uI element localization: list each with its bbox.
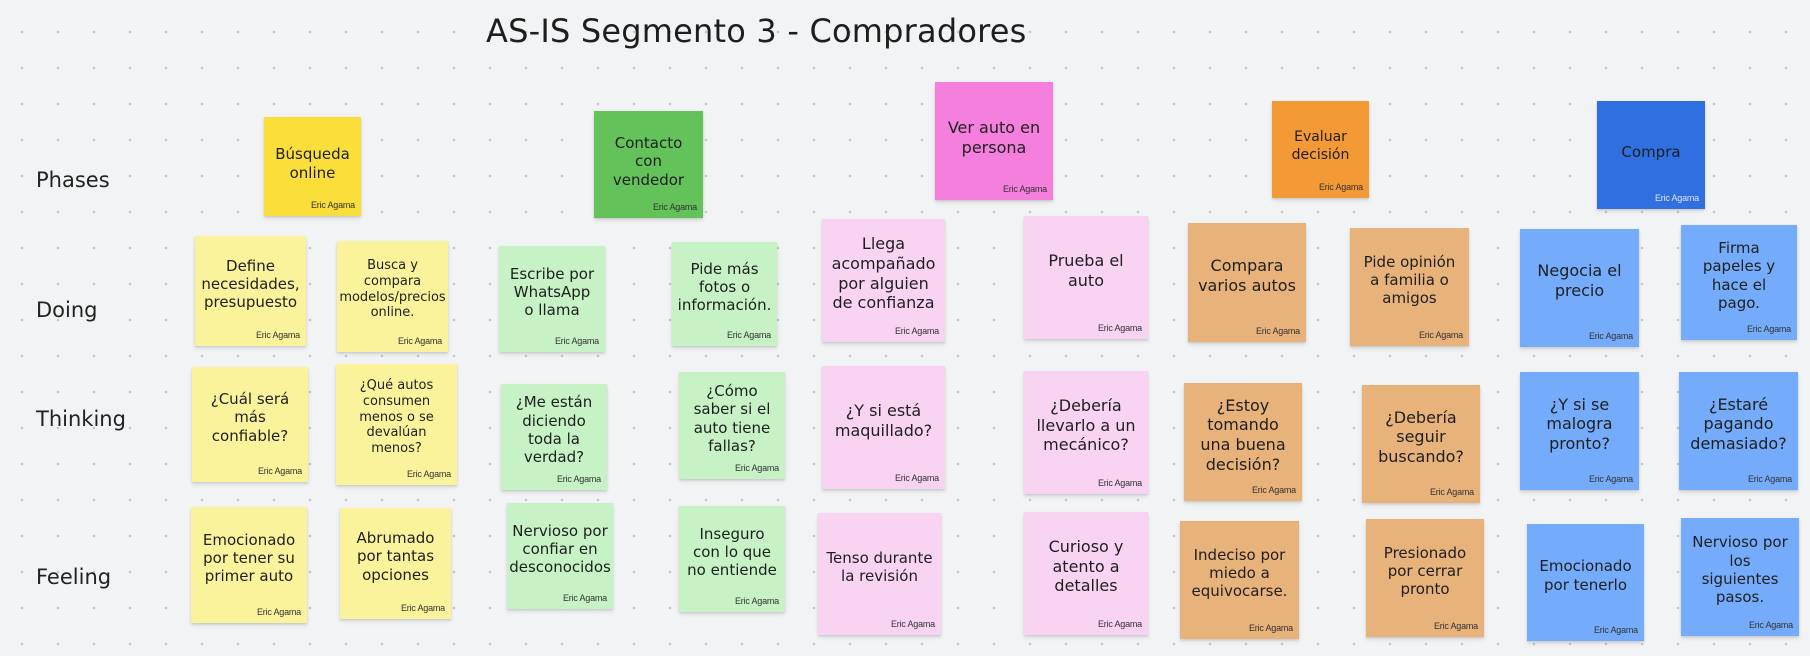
note-author: Eric Agama: [406, 469, 451, 479]
note-author: Eric Agama: [310, 200, 355, 210]
note-text: Escribe por WhatsApp o llama: [509, 264, 595, 320]
note-text: Compara varios autos: [1198, 255, 1296, 295]
sticky-note-thinking-2[interactable]: [336, 364, 457, 485]
note-text: Firma papeles y hace el pago.: [1702, 238, 1776, 312]
sticky-note-feeling-6[interactable]: [1024, 512, 1148, 635]
note-text: Pide más fotos o información.: [677, 259, 772, 315]
note-text: Tenso durante la revisión: [826, 548, 933, 585]
sticky-note-feeling-9[interactable]: [1527, 524, 1644, 641]
note-author: Eric Agama: [1097, 619, 1142, 629]
note-author: Eric Agama: [1251, 485, 1296, 495]
sticky-note-phase-ver-auto[interactable]: [935, 82, 1053, 200]
sticky-note-feeling-3[interactable]: [507, 503, 613, 609]
row-label-doing: Doing: [36, 298, 98, 322]
row-label-phases: Phases: [36, 168, 110, 192]
note-text: ¿Estoy tomando una buena decisión?: [1200, 395, 1286, 474]
note-author: Eric Agama: [894, 326, 939, 336]
note-author: Eric Agama: [1097, 478, 1142, 488]
note-author: Eric Agama: [257, 466, 302, 476]
note-author: Eric Agama: [1746, 324, 1791, 334]
sticky-note-thinking-7[interactable]: [1184, 383, 1302, 501]
sticky-note-thinking-1[interactable]: [192, 367, 308, 482]
sticky-note-thinking-8[interactable]: [1362, 385, 1480, 503]
note-author: Eric Agama: [894, 473, 939, 483]
note-text: Emocionado por tenerlo: [1539, 557, 1632, 594]
note-text: ¿Debería seguir buscando?: [1378, 407, 1464, 466]
note-text: Busca y compara modelos/precios online.: [339, 257, 446, 321]
note-author: Eric Agama: [556, 474, 601, 484]
note-text: Nervioso por los siguientes pasos.: [1692, 533, 1788, 607]
sticky-note-thinking-4[interactable]: [679, 372, 785, 479]
sticky-note-thinking-3[interactable]: [501, 384, 607, 490]
board-title: AS-IS Segmento 3 - Compradores: [486, 12, 1027, 50]
note-text: Prueba el auto: [1048, 250, 1124, 290]
note-text: Presionado por cerrar pronto: [1383, 543, 1467, 599]
note-author: Eric Agama: [1747, 474, 1792, 484]
note-text: Pide opinión a familia o amigos: [1363, 252, 1456, 308]
note-author: Eric Agama: [734, 596, 779, 606]
note-text: ¿Cuál será más confiable?: [210, 390, 290, 445]
sticky-note-phase-busqueda[interactable]: [264, 117, 361, 216]
sticky-note-feeling-1[interactable]: [191, 507, 307, 623]
note-author: Eric Agama: [1588, 474, 1633, 484]
sticky-note-feeling-5[interactable]: [818, 513, 941, 635]
sticky-note-thinking-9[interactable]: [1520, 372, 1639, 490]
note-text: Negocia el precio: [1537, 261, 1622, 300]
note-author: Eric Agama: [1654, 193, 1699, 203]
sticky-note-thinking-6[interactable]: [1024, 371, 1148, 494]
sticky-note-doing-5[interactable]: [822, 219, 945, 342]
note-author: Eric Agama: [562, 593, 607, 603]
sticky-note-phase-contacto[interactable]: [594, 111, 703, 218]
note-text: Contacto con vendedor: [612, 134, 685, 189]
note-author: Eric Agama: [1588, 331, 1633, 341]
note-text: Define necesidades, presupuesto: [201, 256, 300, 312]
note-author: Eric Agama: [1418, 330, 1463, 340]
note-text: Evaluar decisión: [1291, 129, 1350, 163]
note-text: Ver auto en persona: [947, 118, 1041, 157]
sticky-note-doing-2[interactable]: [337, 241, 448, 352]
sticky-note-doing-9[interactable]: [1520, 229, 1639, 347]
note-text: Curioso y atento a detalles: [1048, 537, 1124, 596]
note-author: Eric Agama: [1433, 621, 1478, 631]
note-author: Eric Agama: [1255, 326, 1300, 336]
note-author: Eric Agama: [397, 336, 442, 346]
sticky-note-feeling-8[interactable]: [1366, 519, 1484, 637]
sticky-note-feeling-4[interactable]: [679, 506, 785, 612]
note-text: ¿Cómo saber si el auto tiene fallas?: [693, 381, 771, 455]
note-author: Eric Agama: [1318, 182, 1363, 192]
note-author: Eric Agama: [652, 202, 697, 212]
row-label-thinking: Thinking: [36, 407, 126, 431]
note-text: ¿Me están diciendo toda la verdad?: [515, 393, 593, 467]
sticky-note-doing-1[interactable]: [195, 236, 306, 346]
note-text: ¿Y si se malogra pronto?: [1546, 394, 1613, 453]
note-text: Inseguro con lo que no entiende: [687, 524, 777, 580]
row-label-feeling: Feeling: [36, 565, 112, 589]
note-author: Eric Agama: [734, 463, 779, 473]
note-text: Búsqueda online: [275, 145, 350, 182]
note-text: Indeciso por miedo a equivocarse.: [1191, 545, 1288, 601]
sticky-note-doing-3[interactable]: [499, 246, 605, 352]
note-author: Eric Agama: [1248, 623, 1293, 633]
note-text: Abrumado por tantas opciones: [356, 529, 435, 584]
sticky-note-thinking-5[interactable]: [822, 366, 945, 489]
note-author: Eric Agama: [255, 330, 300, 340]
sticky-note-feeling-2[interactable]: [340, 508, 451, 619]
sticky-note-doing-4[interactable]: [672, 242, 777, 346]
note-text: Compra: [1621, 142, 1681, 161]
sticky-note-feeling-7[interactable]: [1180, 521, 1299, 639]
sticky-note-doing-7[interactable]: [1188, 223, 1306, 342]
sticky-note-phase-compra[interactable]: [1597, 101, 1705, 209]
sticky-note-doing-10[interactable]: [1681, 225, 1797, 340]
note-text: ¿Debería llevarlo a un mecánico?: [1036, 396, 1136, 455]
sticky-note-doing-8[interactable]: [1350, 228, 1469, 346]
note-author: Eric Agama: [1748, 620, 1793, 630]
sticky-note-phase-evaluar[interactable]: [1272, 101, 1369, 198]
sticky-note-thinking-10[interactable]: [1679, 372, 1798, 490]
note-author: Eric Agama: [1002, 184, 1047, 194]
sticky-note-feeling-10[interactable]: [1681, 518, 1799, 636]
note-text: ¿Estaré pagando demasiado?: [1690, 394, 1787, 453]
sticky-note-doing-6[interactable]: [1024, 216, 1148, 339]
note-author: Eric Agama: [1097, 323, 1142, 333]
note-author: Eric Agama: [256, 607, 301, 617]
note-text: Nervioso por confiar en desconocidos: [509, 521, 611, 577]
note-author: Eric Agama: [890, 619, 935, 629]
note-text: Llega acompañado por alguien de confianza: [831, 234, 936, 313]
note-author: Eric Agama: [1593, 625, 1638, 635]
note-text: ¿Y si está maquillado?: [834, 400, 933, 440]
note-author: Eric Agama: [1429, 487, 1474, 497]
note-text: Emocionado por tener su primer auto: [202, 530, 296, 586]
note-author: Eric Agama: [554, 336, 599, 346]
note-text: ¿Qué autos consumen menos o se devalúan menos?: [359, 377, 434, 457]
note-author: Eric Agama: [400, 603, 445, 613]
note-author: Eric Agama: [726, 330, 771, 340]
